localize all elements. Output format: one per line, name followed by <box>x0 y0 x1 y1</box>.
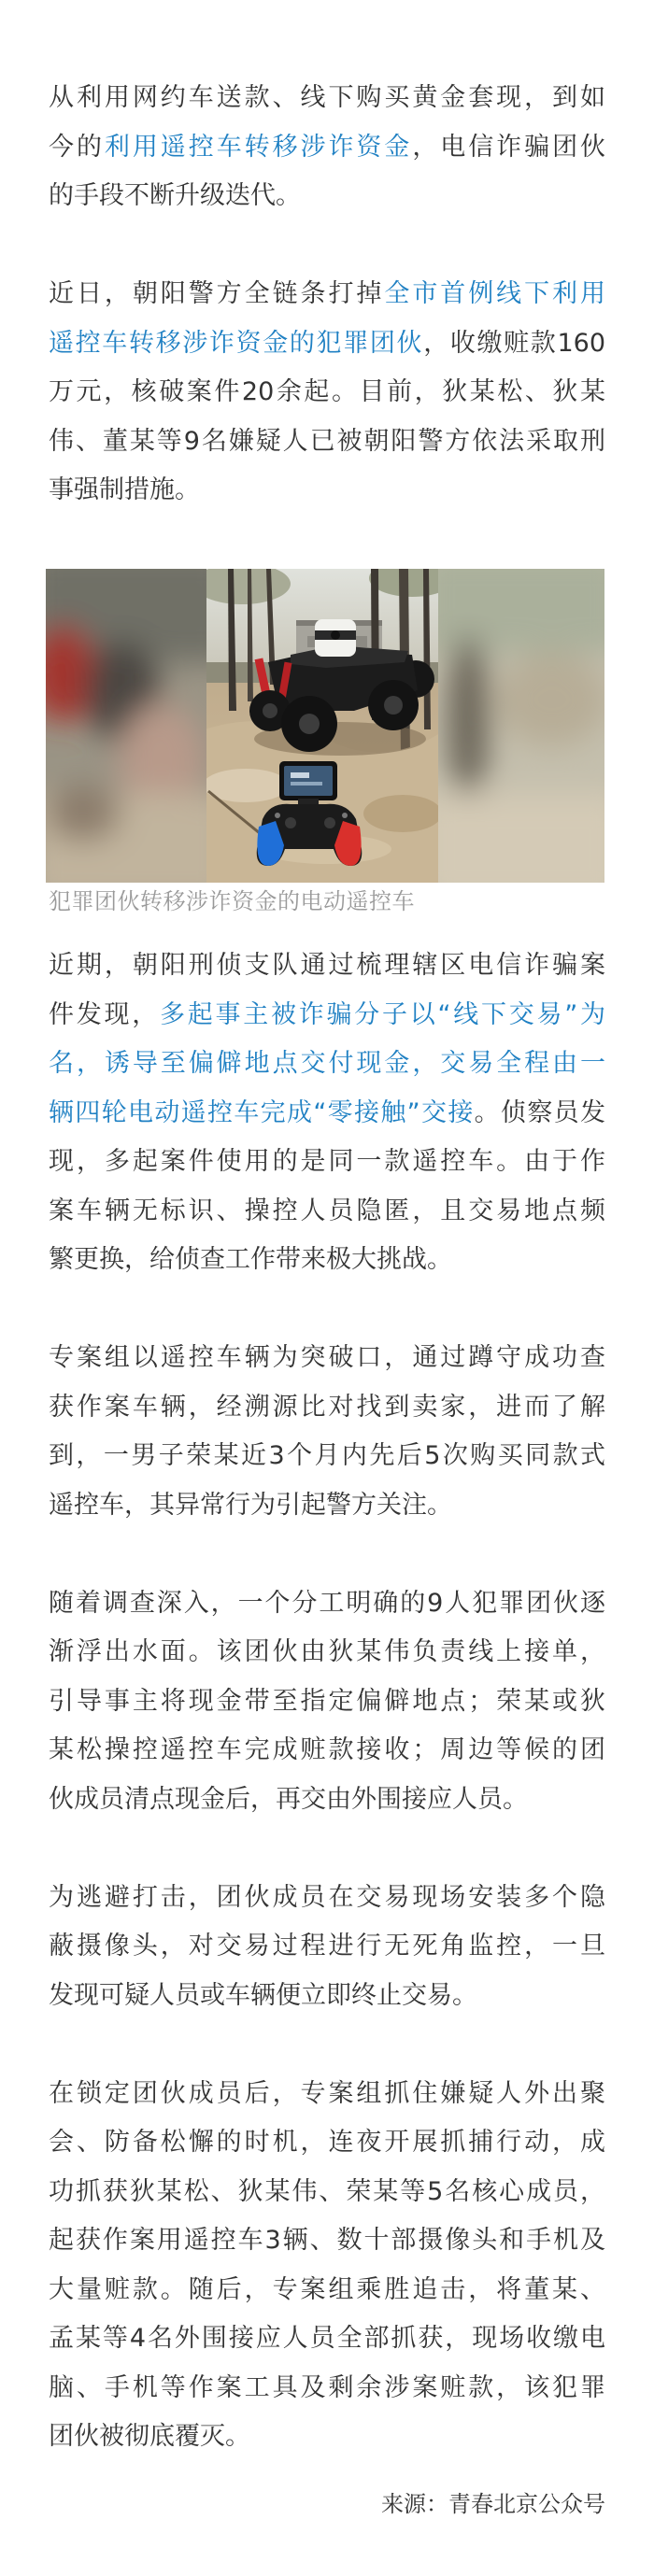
text-segment: 到，一男子荣某近3个月内先后5次购买同款式 <box>49 1441 605 1470</box>
paragraph-line <box>49 74 605 123</box>
text-segment: 事强制措施。 <box>49 475 200 504</box>
paragraph-line <box>49 991 605 1040</box>
paragraph-line <box>49 1481 605 1531</box>
paragraph-line <box>49 319 605 369</box>
article-paragraph <box>49 270 605 516</box>
paragraph-line <box>49 2168 605 2217</box>
paragraph-line <box>49 2216 605 2266</box>
paragraph-line <box>49 1236 605 1285</box>
article-intro <box>49 74 605 516</box>
blurred-region-right <box>419 569 604 883</box>
paragraph-line <box>49 2364 605 2413</box>
paragraph-line <box>49 2266 605 2315</box>
text-segment: 功抓获狄某松、狄某伟、荣某等5名核心成员， <box>49 2176 605 2206</box>
text-segment: 蔽摄像头，对交易过程进行无死角监控，一旦 <box>49 1932 605 1960</box>
paragraph-line <box>49 1138 605 1187</box>
paragraph-line <box>49 123 605 173</box>
text-segment: 从利用网约车送款、线下购买黄金套现，到如 <box>49 83 605 112</box>
text-segment: 引导事主将现金带至指定偏僻地点；荣某或狄 <box>49 1686 605 1716</box>
paragraph-line <box>49 1579 605 1629</box>
paragraph-line <box>49 2070 605 2119</box>
text-segment: 获作案车辆，经溯源比对找到卖家，进而了解 <box>49 1392 605 1422</box>
text-segment: 起获作案用遥控车3辆、数十部摄像头和手机及 <box>49 2226 605 2255</box>
highlighted-text: 遥控车转移涉诈资金的犯罪团伙 <box>49 328 424 358</box>
paragraph-line <box>49 1383 605 1433</box>
text-segment: 随着调查深入，一个分工明确的9人犯罪团伙逐 <box>49 1588 605 1618</box>
text-segment: 万元，核破案件20余起。目前，狄某松、狄某 <box>49 377 605 406</box>
paragraph-line <box>49 2118 605 2168</box>
paragraph-line <box>49 1776 605 1825</box>
text-segment: 遥控车，其异常行为引起警方关注。 <box>49 1490 452 1520</box>
text-segment: 繁更换，给侦查工作带来极大挑战。 <box>49 1245 452 1274</box>
text-segment: 。侦察员发 <box>474 1097 605 1127</box>
text-segment: ，电信诈骗团伙 <box>412 132 606 162</box>
camera-box <box>315 619 356 657</box>
article-paragraph <box>49 2070 605 2462</box>
text-segment: 大量赃款。随后，专案组乘胜追击，将董某、 <box>49 2274 605 2304</box>
article-paragraph <box>49 74 605 221</box>
article-paragraph <box>49 1334 605 1530</box>
text-segment: 某松操控遥控车完成赃款接收；周边等候的团 <box>49 1735 605 1764</box>
paragraph-line <box>49 418 605 467</box>
paragraph-line <box>49 1677 605 1727</box>
article-body <box>49 941 605 2462</box>
text-segment: 的手段不断升级迭代。 <box>49 181 301 210</box>
text-segment: 发现可疑人员或车辆便立即终止交易。 <box>49 1980 477 2010</box>
text-segment: 伟、董某等9名嫌疑人已被朝阳警方依法采取刑 <box>49 426 605 456</box>
article-paragraph <box>49 941 605 1285</box>
paragraph-line <box>49 1972 605 2021</box>
paragraph-line <box>49 1874 605 1923</box>
paragraph-line <box>49 270 605 319</box>
blurred-region-left <box>46 569 233 883</box>
paragraph-line <box>49 1432 605 1481</box>
text-segment: 渐浮出水面。该团伙由狄某伟负责线上接单， <box>49 1637 605 1666</box>
paragraph-line <box>49 368 605 418</box>
paragraph-line <box>49 2413 605 2462</box>
rc-car-photo <box>46 569 604 883</box>
text-segment: 近日，朝阳警方全链条打掉 <box>49 279 385 308</box>
paragraph-line <box>49 1187 605 1237</box>
paragraph-line <box>49 1040 605 1089</box>
photo-caption: 犯罪团伙转移涉诈资金的电动遥控车 <box>49 888 415 914</box>
text-segment: 案车辆无标识、操控人员隐匿，且交易地点频 <box>49 1196 605 1225</box>
highlighted-text: 名，诱导至偏僻地点交付现金，交易全程由一 <box>49 1049 605 1078</box>
rc-car-photo-image <box>46 569 604 883</box>
text-segment: 近期，朝阳刑侦支队通过梳理辖区电信诈骗案 <box>49 951 605 980</box>
text-segment: 会、防备松懈的时机，连夜开展抓捕行动，成 <box>49 2128 605 2157</box>
text-segment: 今的 <box>49 132 105 162</box>
text-segment: 孟某等4名外围接应人员全部抓获，现场收缴电 <box>49 2324 605 2353</box>
article-paragraph <box>49 1579 605 1825</box>
highlighted-text: 利用遥控车转移涉诈资金 <box>104 132 413 162</box>
text-segment: 专案组以遥控车辆为突破口，通过蹲守成功查 <box>49 1343 605 1372</box>
paragraph-line <box>49 466 605 516</box>
text-segment: 现，多起案件使用的是同一款遥控车。由于作 <box>49 1147 605 1176</box>
highlighted-text: 全市首例线下利用 <box>384 279 606 308</box>
paragraph-line <box>49 2314 605 2364</box>
text-segment: 在锁定团伙成员后，专案组抓住嫌疑人外出聚 <box>49 2078 605 2108</box>
text-segment: 为逃避打击，团伙成员在交易现场安装多个隐 <box>49 1882 605 1912</box>
paragraph-line <box>49 1089 605 1139</box>
paragraph-line <box>49 1922 605 1972</box>
highlighted-text: 多起事主被诈骗分子以“线下交易”为 <box>160 999 606 1029</box>
text-segment: 件发现， <box>49 999 161 1029</box>
paragraph-line <box>49 1628 605 1677</box>
article-source: 来源：青春北京公众号 <box>381 2491 605 2517</box>
text-segment: 团伙被彻底覆灭。 <box>49 2422 250 2451</box>
paragraph-line <box>49 1334 605 1383</box>
text-segment: ，收缴赃款160 <box>423 328 605 358</box>
article-paragraph <box>49 1874 605 2021</box>
text-segment: 伙成员清点现金后，再交由外围接应人员。 <box>49 1784 528 1814</box>
paragraph-line <box>49 172 605 221</box>
photo-center-scene <box>193 569 455 883</box>
paragraph-line <box>49 941 605 991</box>
highlighted-text: 辆四轮电动遥控车完成“零接触”交接 <box>49 1097 475 1127</box>
paragraph-line <box>49 1726 605 1776</box>
text-segment: 脑、手机等作案工具及剩余涉案赃款，该犯罪 <box>49 2372 605 2402</box>
smartphone <box>279 761 337 806</box>
